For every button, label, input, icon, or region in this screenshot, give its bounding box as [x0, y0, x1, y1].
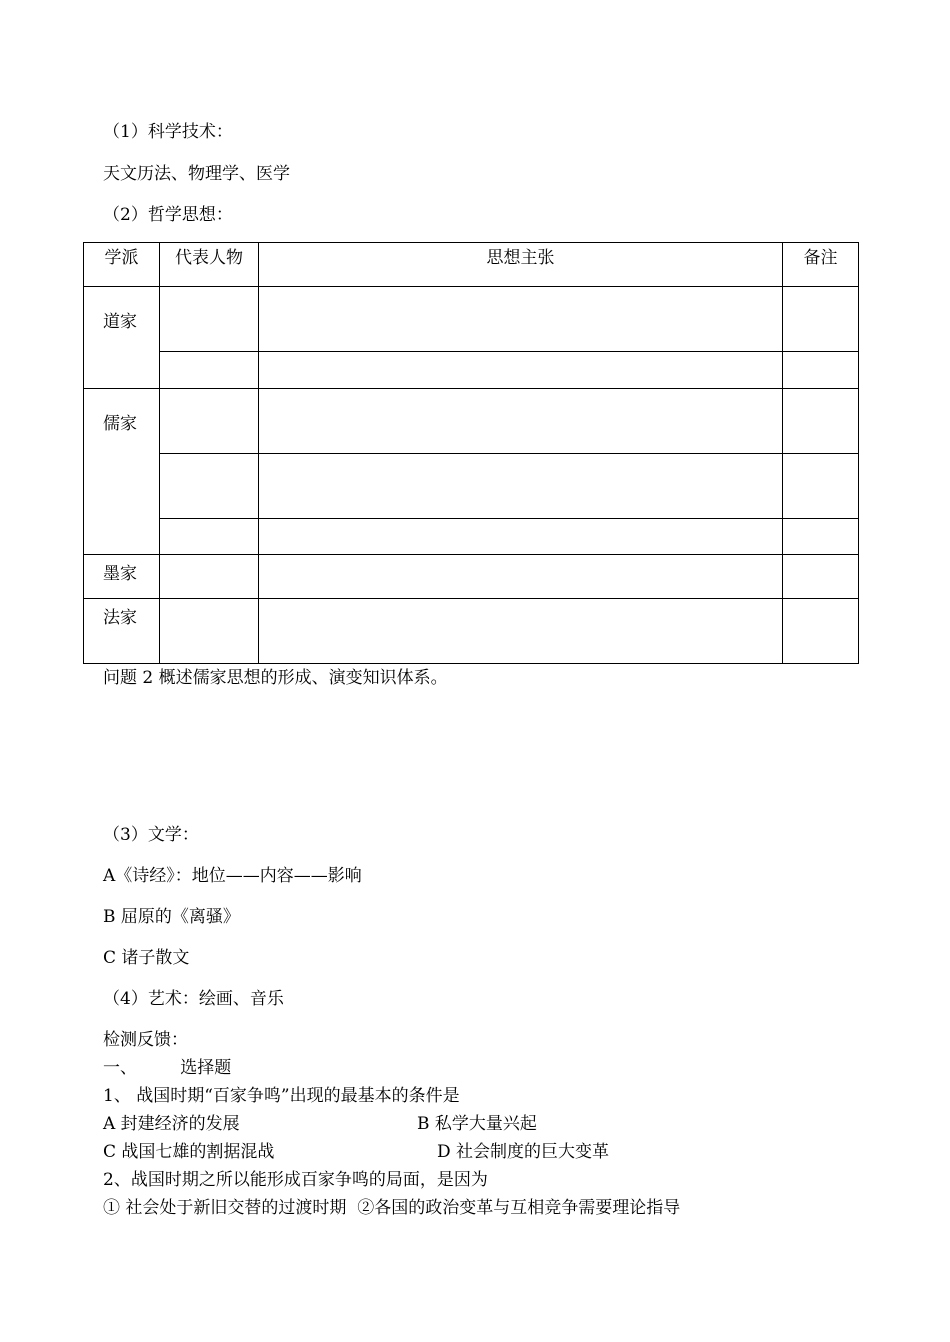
header-school: 学派 — [84, 243, 160, 287]
table-cell — [160, 287, 259, 352]
feedback-heading: 检测反馈： — [103, 1030, 188, 1050]
q1-option-b: B 私学大量兴起 — [417, 1114, 537, 1134]
table-cell — [783, 352, 859, 389]
table-cell — [259, 287, 783, 352]
table-cell — [783, 519, 859, 555]
table-cell — [259, 599, 783, 664]
table-row — [84, 555, 859, 599]
q1-option-c: C 战国七雄的割据混战 — [103, 1142, 275, 1162]
table-header-row — [84, 243, 859, 287]
table-cell — [160, 389, 259, 454]
table-cell — [783, 454, 859, 519]
table-cell — [259, 555, 783, 599]
q1-option-d: D 社会制度的巨大变革 — [437, 1142, 610, 1162]
question-1: 1、 战国时期“百家争鸣”出现的最基本的条件是 — [103, 1086, 460, 1106]
table-row — [84, 519, 859, 555]
question-2-choice: 2、战国时期之所以能形成百家争鸣的局面，是因为 — [103, 1170, 488, 1190]
table-row — [84, 389, 859, 454]
table-row — [84, 287, 859, 352]
table-cell — [160, 454, 259, 519]
table-cell — [783, 389, 859, 454]
q2-options: ① 社会处于新旧交替的过渡时期 ②各国的政治变革与互相竞争需要理论指导 — [103, 1198, 681, 1218]
table-row — [84, 454, 859, 519]
table-cell — [160, 352, 259, 389]
table-cell — [259, 454, 783, 519]
table-cell — [160, 599, 259, 664]
table-cell — [259, 519, 783, 555]
section2-heading: （2）哲学思想： — [103, 205, 233, 225]
table-row — [84, 599, 859, 664]
table-cell — [783, 599, 859, 664]
table-cell — [160, 555, 259, 599]
school-mojia: 墨家 — [84, 555, 160, 599]
section1-heading: （1）科学技术： — [103, 122, 233, 142]
section1-content: 天文历法、物理学、医学 — [103, 164, 290, 184]
table-cell — [783, 287, 859, 352]
section3-item-b: B 屈原的《离骚》 — [103, 907, 240, 927]
table-cell — [259, 352, 783, 389]
header-representative: 代表人物 — [160, 243, 259, 287]
school-fajia: 法家 — [84, 599, 160, 664]
section3-item-a: A《诗经》：地位——内容——影响 — [103, 866, 362, 886]
section4-heading: （4）艺术：绘画、音乐 — [103, 989, 284, 1009]
q1-option-a: A 封建经济的发展 — [103, 1114, 240, 1134]
header-notes: 备注 — [783, 243, 859, 287]
table-cell — [259, 389, 783, 454]
table-cell — [783, 555, 859, 599]
table-row — [84, 352, 859, 389]
school-daojia: 道家 — [84, 287, 160, 389]
feedback-part1: 一、 选择题 — [103, 1058, 232, 1078]
philosophy-table — [83, 242, 859, 664]
section3-item-c: C 诸子散文 — [103, 948, 190, 968]
school-rujia: 儒家 — [84, 389, 160, 555]
section3-heading: （3）文学： — [103, 825, 199, 845]
header-ideas: 思想主张 — [259, 243, 783, 287]
table-cell — [160, 519, 259, 555]
question-2: 问题 2 概述儒家思想的形成、演变知识体系。 — [103, 668, 448, 688]
